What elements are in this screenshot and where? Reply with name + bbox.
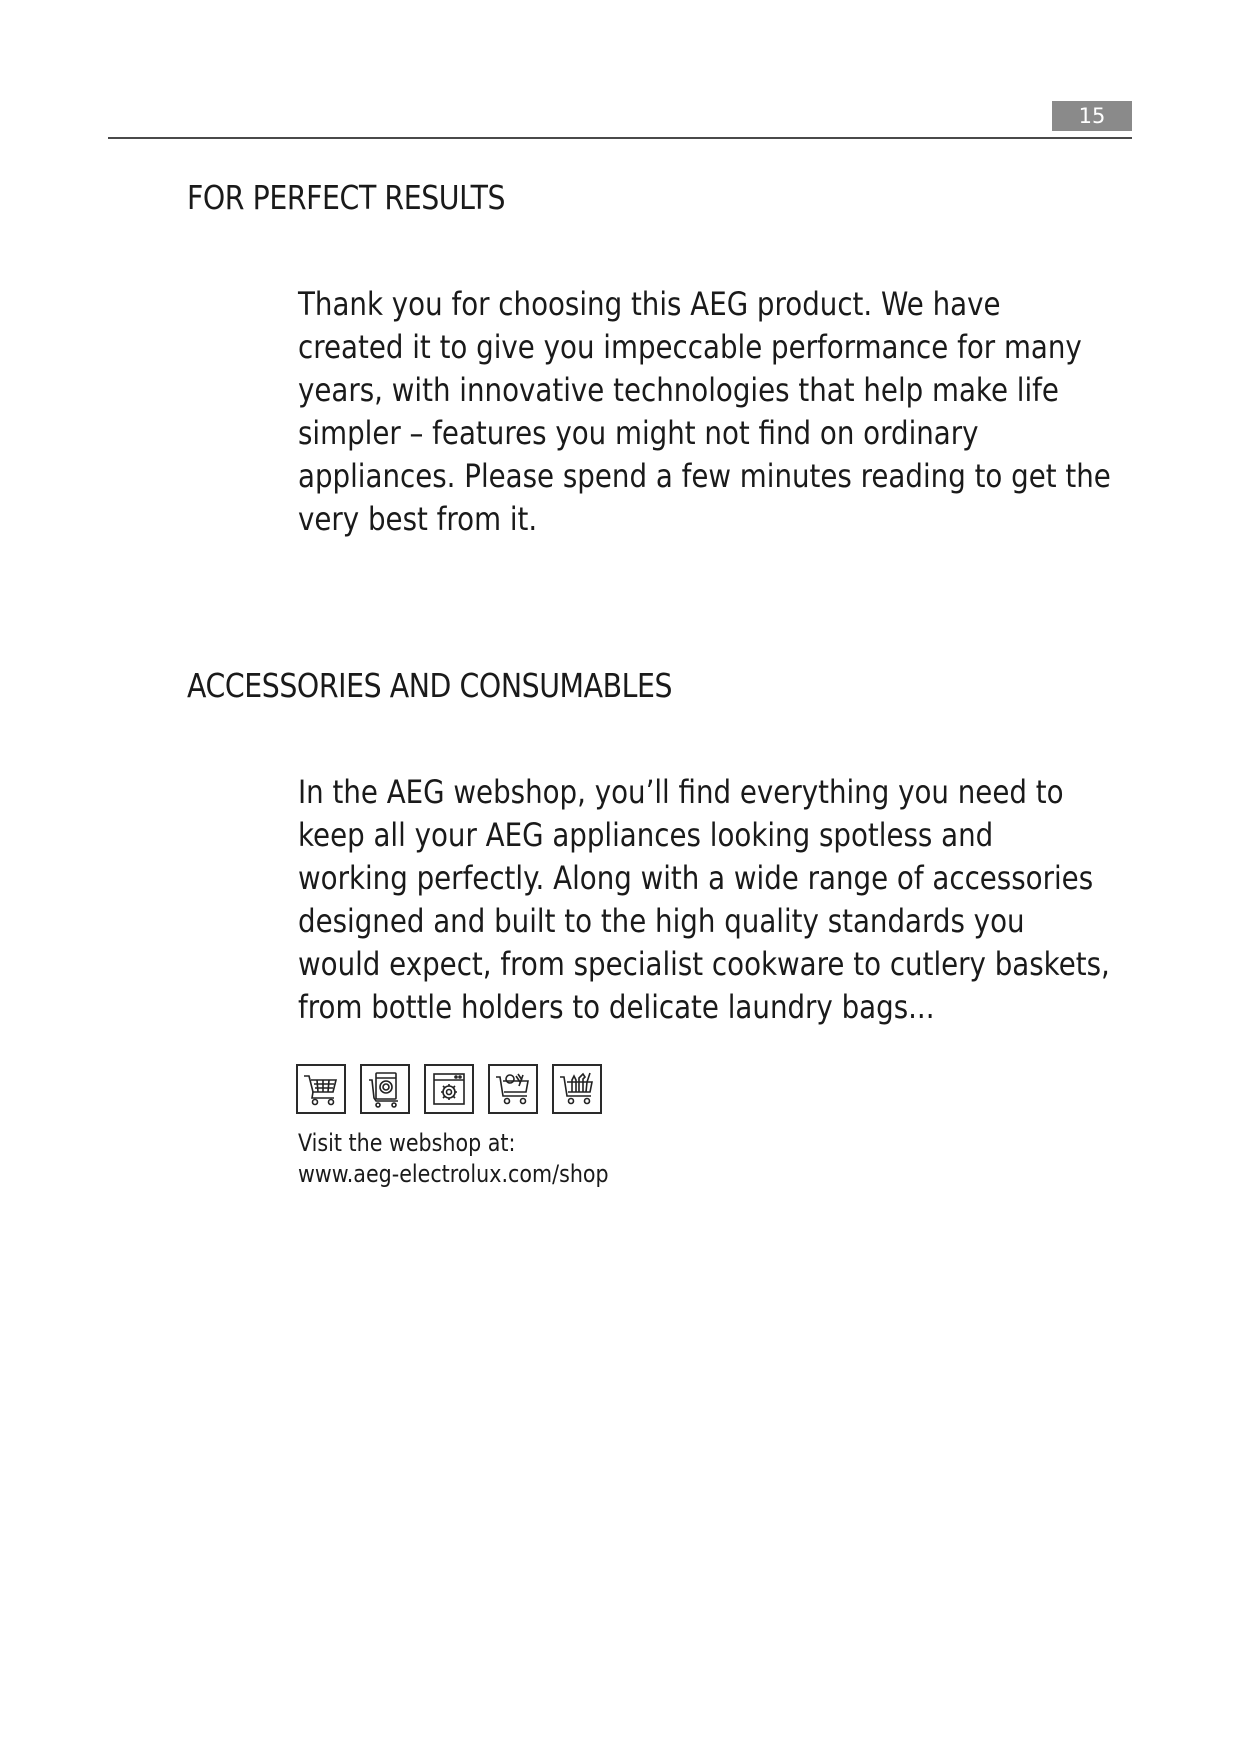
paragraph-line: In the AEG webshop, you’ll find everything you need to [298,773,1064,811]
intro-paragraph [298,283,1128,541]
paragraph-line: keep all your AEG appliances looking spotless and [298,816,994,854]
header-rule [108,137,1132,139]
webshop-url[interactable]: www.aeg-electrolux.com/shop [298,1160,609,1188]
webshop-info [298,1128,609,1190]
cleaning-products-cart-icon [552,1064,602,1114]
paragraph-line: designed and built to the high quality standards you [298,902,1025,940]
paragraph-line: very best from it. [298,500,538,538]
paragraph-line: Thank you for choosing this AEG product. We have [298,285,1001,323]
oven-cart-icon [424,1064,474,1114]
paragraph-line: years, with innovative technologies that help make life [298,371,1059,409]
section-heading-accessories: ACCESSORIES AND CONSUMABLES [187,666,673,705]
shopping-cart-icon [296,1064,346,1114]
paragraph-line: simpler – features you might not find on ordinary [298,414,979,452]
webshop-icon-row [296,1064,602,1114]
paragraph-line: would expect, from specialist cookware to cutlery baskets, [298,945,1110,983]
paragraph-line: created it to give you impeccable performance for many [298,328,1082,366]
washing-machine-cart-icon [360,1064,410,1114]
section-heading-perfect-results: FOR PERFECT RESULTS [187,178,506,217]
page-number: 15 [1052,101,1132,131]
webshop-visit-label: Visit the webshop at: [298,1129,516,1157]
paragraph-line: from bottle holders to delicate laundry bags... [298,988,935,1026]
paragraph-line: appliances. Please spend a few minutes reading to get the [298,457,1111,495]
accessories-paragraph [298,771,1128,1029]
paragraph-line: working perfectly. Along with a wide range of accessories [298,859,1094,897]
dishes-cart-icon [488,1064,538,1114]
